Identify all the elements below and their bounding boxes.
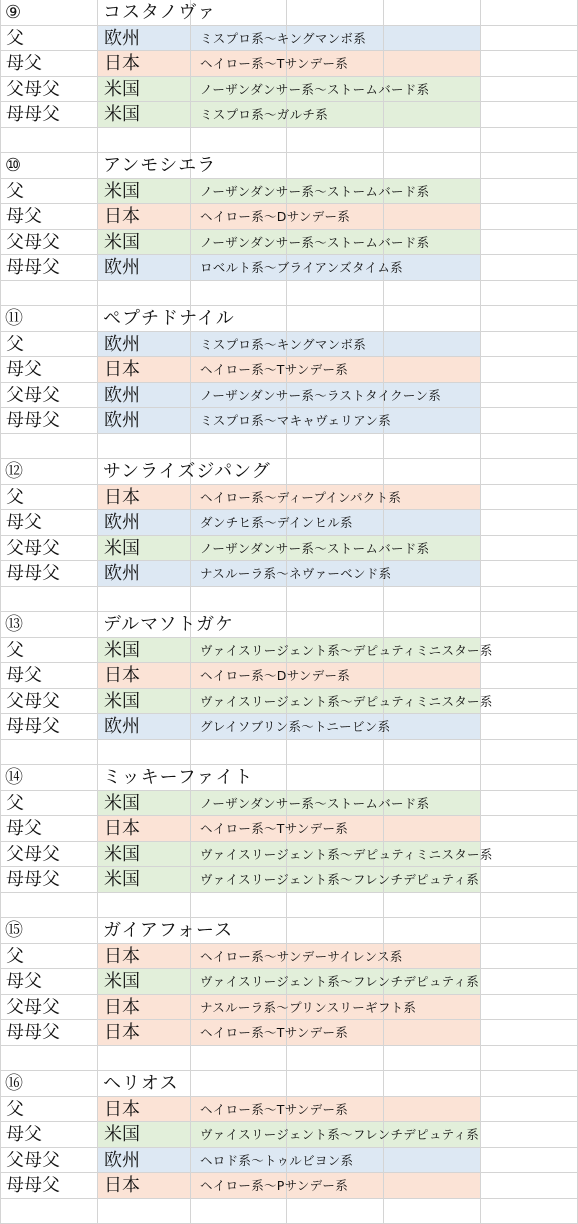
pedigree-row [0,689,578,715]
grid-cell[interactable] [287,765,384,791]
pedigree-row [0,536,578,562]
sire-lineage: ヘイロー系～Dサンデー系 [200,663,350,688]
pedigree-role: 母母父 [6,102,60,127]
grid-cell[interactable] [0,434,98,460]
sire-region: 日本 [104,485,140,510]
pedigree-row [0,408,578,434]
grid-cell[interactable] [384,434,481,460]
pedigree-row [0,638,578,664]
grid-cell[interactable] [287,918,384,944]
grid-cell[interactable] [98,434,191,460]
grid-cell[interactable] [481,816,578,842]
sire-region: 日本 [104,357,140,382]
horse-number: ⑫ [5,459,23,484]
sire-region: 日本 [104,995,140,1020]
grid-cell[interactable] [384,1046,481,1072]
horse-number: ⑨ [5,0,21,25]
pedigree-row [0,1148,578,1174]
grid-cell[interactable] [384,128,481,154]
sire-region: 日本 [104,51,140,76]
pedigree-row [0,102,578,128]
pedigree-role: 父 [6,791,24,816]
grid-cell[interactable] [384,153,481,179]
sire-lineage: ミスプロ系～キングマンボ系 [200,332,366,357]
horse-header-row [0,918,578,944]
grid-cell[interactable] [191,128,287,154]
pedigree-row [0,230,578,256]
horse-number: ⑭ [5,765,23,790]
grid-cell[interactable] [481,1020,578,1046]
grid-cell[interactable] [384,740,481,766]
sire-lineage: ヴァイスリージェント系～フレンチデピュティ系 [200,1122,479,1147]
grid-cell[interactable] [481,281,578,307]
blank-row [0,1199,578,1224]
grid-cell[interactable] [384,281,481,307]
grid-cell[interactable] [481,459,578,485]
grid-cell[interactable] [481,1071,578,1097]
pedigree-row [0,357,578,383]
horse-header-row [0,765,578,791]
grid-cell[interactable] [384,51,481,77]
grid-cell[interactable] [191,587,287,613]
grid-cell[interactable] [191,893,287,919]
grid-cell[interactable] [481,561,578,587]
sire-lineage: ロベルト系～ブライアンズタイム系 [200,255,403,280]
grid-cell[interactable] [384,893,481,919]
pedigree-row [0,510,578,536]
sire-lineage: ノーザンダンサー系～ストームバード系 [200,791,429,816]
grid-cell[interactable] [481,995,578,1021]
pedigree-role: 母父 [6,51,42,76]
sire-lineage: ミスプロ系～マキャヴェリアン系 [200,408,391,433]
pedigree-row [0,995,578,1021]
pedigree-row [0,842,578,868]
pedigree-role: 母母父 [6,714,60,739]
horse-name: ミッキーファイト [103,765,253,790]
grid-cell[interactable] [384,204,481,230]
grid-cell[interactable] [384,0,481,26]
grid-cell[interactable] [481,332,578,358]
sire-lineage: ノーザンダンサー系～ストームバード系 [200,230,429,255]
grid-cell[interactable] [384,663,481,689]
pedigree-row [0,714,578,740]
sire-lineage: ヘイロー系～Tサンデー系 [200,51,348,76]
grid-cell[interactable] [481,969,578,995]
sire-region: 欧州 [104,332,140,357]
sire-region: 欧州 [104,714,140,739]
sire-region: 米国 [104,230,140,255]
pedigree-row [0,663,578,689]
sire-lineage: ヴァイスリージェント系～デピュティミニスター系 [200,638,493,663]
sire-lineage: ナスルーラ系～プリンスリーギフト系 [200,995,416,1020]
horse-number: ⑪ [5,306,23,331]
pedigree-role: 母母父 [6,408,60,433]
sire-region: 米国 [104,842,140,867]
pedigree-row [0,944,578,970]
grid-cell[interactable] [191,1071,287,1097]
pedigree-row [0,969,578,995]
grid-cell[interactable] [384,332,481,358]
sire-lineage: ヘイロー系～Tサンデー系 [200,1097,348,1122]
sire-region: 米国 [104,867,140,892]
grid-cell[interactable] [0,1046,98,1072]
sire-lineage: ヘイロー系～Tサンデー系 [200,1020,348,1045]
sire-lineage: ヘイロー系～ディープインパクト系 [200,485,401,510]
pedigree-role: 母父 [6,969,42,994]
grid-cell[interactable] [481,230,578,256]
pedigree-row [0,383,578,409]
grid-cell[interactable] [384,1020,481,1046]
grid-cell[interactable] [384,357,481,383]
blank-row [0,281,578,307]
grid-cell[interactable] [481,408,578,434]
horse-name: サンライズジパング [103,459,271,484]
horse-number: ⑯ [5,1071,23,1096]
grid-cell[interactable] [481,918,578,944]
horse-name: ガイアフォース [103,918,233,943]
sire-region: 米国 [104,102,140,127]
horse-number: ⑮ [5,918,23,943]
pedigree-role: 母母父 [6,867,60,892]
horse-name: アンモシエラ [103,153,216,178]
grid-cell[interactable] [287,893,384,919]
horse-name: デルマソトガケ [103,612,234,637]
grid-cell[interactable] [287,1199,384,1224]
grid-cell[interactable] [384,26,481,52]
grid-cell[interactable] [481,128,578,154]
sire-region: 米国 [104,791,140,816]
blank-row [0,740,578,766]
grid-cell[interactable] [0,587,98,613]
pedigree-role: 父 [6,485,24,510]
pedigree-role: 父母父 [6,995,60,1020]
blank-row [0,587,578,613]
pedigree-row [0,332,578,358]
pedigree-role: 母父 [6,816,42,841]
grid-cell[interactable] [287,740,384,766]
grid-cell[interactable] [191,1046,287,1072]
grid-cell[interactable] [481,102,578,128]
grid-cell[interactable] [481,867,578,893]
grid-cell[interactable] [384,561,481,587]
grid-cell[interactable] [384,1173,481,1199]
pedigree-row [0,77,578,103]
blank-row [0,1046,578,1072]
grid-cell[interactable] [287,306,384,332]
horse-header-row [0,459,578,485]
grid-cell[interactable] [0,281,98,307]
grid-cell[interactable] [384,306,481,332]
sire-region: 米国 [104,179,140,204]
horse-name: コスタノヴァ [103,0,216,25]
sire-region: 米国 [104,638,140,663]
pedigree-row [0,179,578,205]
grid-cell[interactable] [481,587,578,613]
pedigree-row [0,816,578,842]
pedigree-row [0,51,578,77]
grid-cell[interactable] [384,612,481,638]
sire-region: 欧州 [104,561,140,586]
grid-cell[interactable] [0,1199,98,1224]
grid-cell[interactable] [191,281,287,307]
sire-region: 日本 [104,816,140,841]
grid-cell[interactable] [384,765,481,791]
sire-lineage: ミスプロ系～ガルチ系 [200,102,328,127]
pedigree-row [0,255,578,281]
sire-lineage: ナスルーラ系～ネヴァーベンド系 [200,561,391,586]
sire-lineage: ノーザンダンサー系～ストームバード系 [200,536,429,561]
horse-header-row [0,1071,578,1097]
grid-cell[interactable] [481,434,578,460]
sire-lineage: ヘイロー系～Pサンデー系 [200,1173,348,1198]
sire-lineage: ヘイロー系～Tサンデー系 [200,816,348,841]
grid-cell[interactable] [287,434,384,460]
sire-lineage: ヴァイスリージェント系～デピュティミニスター系 [200,842,493,867]
grid-cell[interactable] [287,1046,384,1072]
grid-cell[interactable] [191,740,287,766]
grid-cell[interactable] [481,153,578,179]
pedigree-role: 父 [6,332,24,357]
grid-cell[interactable] [481,26,578,52]
sire-lineage: ダンチヒ系～デインヒル系 [200,510,353,535]
grid-cell[interactable] [287,459,384,485]
grid-cell[interactable] [481,510,578,536]
sire-region: 欧州 [104,255,140,280]
grid-cell[interactable] [384,714,481,740]
grid-cell[interactable] [481,1173,578,1199]
sire-lineage: ヴァイスリージェント系～デピュティミニスター系 [200,689,493,714]
grid-cell[interactable] [481,204,578,230]
pedigree-role: 父母父 [6,689,60,714]
sire-region: 欧州 [104,26,140,51]
pedigree-role: 父 [6,26,24,51]
pedigree-role: 母父 [6,1122,42,1147]
sire-region: 米国 [104,689,140,714]
pedigree-row [0,204,578,230]
pedigree-role: 母父 [6,663,42,688]
grid-cell[interactable] [481,306,578,332]
sire-region: 欧州 [104,1148,140,1173]
grid-cell[interactable] [481,485,578,511]
pedigree-row [0,561,578,587]
grid-cell[interactable] [287,153,384,179]
pedigree-role: 母父 [6,357,42,382]
grid-cell[interactable] [481,663,578,689]
grid-cell[interactable] [98,587,191,613]
pedigree-row [0,1173,578,1199]
sire-lineage: ミスプロ系～キングマンボ系 [200,26,366,51]
sire-region: 日本 [104,663,140,688]
grid-cell[interactable] [384,816,481,842]
sire-region: 米国 [104,1122,140,1147]
grid-cell[interactable] [384,1148,481,1174]
sire-region: 欧州 [104,408,140,433]
grid-cell[interactable] [98,1046,191,1072]
blank-row [0,128,578,154]
sire-lineage: ヘイロー系～Dサンデー系 [200,204,350,229]
pedigree-row [0,1020,578,1046]
grid-cell[interactable] [98,893,191,919]
sire-region: 米国 [104,77,140,102]
grid-cell[interactable] [287,587,384,613]
sire-lineage: ヘイロー系～サンデーサイレンス系 [200,944,403,969]
grid-cell[interactable] [481,612,578,638]
pedigree-role: 父母父 [6,383,60,408]
grid-cell[interactable] [287,1071,384,1097]
grid-cell[interactable] [0,893,98,919]
pedigree-role: 父母父 [6,77,60,102]
sire-region: 欧州 [104,383,140,408]
pedigree-role: 父 [6,1097,24,1122]
grid-cell[interactable] [0,128,98,154]
pedigree-row [0,1097,578,1123]
sire-lineage: ノーザンダンサー系～ストームバード系 [200,179,429,204]
grid-cell[interactable] [384,1097,481,1123]
sire-lineage: ヘロド系～トゥルビヨン系 [200,1148,353,1173]
sire-lineage: ノーザンダンサー系～ラストタイクーン系 [200,383,441,408]
pedigree-role: 母母父 [6,255,60,280]
grid-cell[interactable] [481,689,578,715]
grid-cell[interactable] [384,1199,481,1224]
grid-cell[interactable] [384,459,481,485]
grid-cell[interactable] [481,765,578,791]
grid-cell[interactable] [287,0,384,26]
sire-region: 米国 [104,536,140,561]
pedigree-role: 母父 [6,204,42,229]
sire-lineage: ヴァイスリージェント系～フレンチデピュティ系 [200,867,479,892]
pedigree-row [0,1122,578,1148]
pedigree-row [0,26,578,52]
grid-cell[interactable] [481,638,578,664]
grid-cell[interactable] [481,51,578,77]
horse-header-row [0,306,578,332]
grid-cell[interactable] [191,434,287,460]
grid-cell[interactable] [287,128,384,154]
grid-cell[interactable] [98,281,191,307]
grid-cell[interactable] [481,255,578,281]
grid-cell[interactable] [481,179,578,205]
horse-number: ⑬ [5,612,23,637]
grid-cell[interactable] [287,281,384,307]
horse-number: ⑩ [5,153,21,178]
grid-cell[interactable] [481,1148,578,1174]
pedigree-row [0,485,578,511]
grid-cell[interactable] [481,357,578,383]
horse-header-row [0,0,578,26]
grid-cell[interactable] [384,408,481,434]
sire-lineage: ヴァイスリージェント系～フレンチデピュティ系 [200,969,479,994]
grid-cell[interactable] [98,128,191,154]
pedigree-role: 母母父 [6,561,60,586]
grid-cell[interactable] [98,740,191,766]
grid-cell[interactable] [481,383,578,409]
pedigree-row [0,867,578,893]
grid-cell[interactable] [481,740,578,766]
pedigree-role: 父 [6,944,24,969]
sire-region: 欧州 [104,510,140,535]
pedigree-role: 父母父 [6,842,60,867]
grid-cell[interactable] [481,791,578,817]
sire-region: 日本 [104,1020,140,1045]
sire-region: 日本 [104,204,140,229]
blank-row [0,434,578,460]
grid-cell[interactable] [191,1199,287,1224]
sire-region: 日本 [104,1173,140,1198]
sire-lineage: グレイソブリン系～トニービン系 [200,714,390,739]
grid-cell[interactable] [287,612,384,638]
horse-header-row [0,153,578,179]
pedigree-role: 母母父 [6,1173,60,1198]
pedigree-role: 母父 [6,510,42,535]
grid-cell[interactable] [98,1199,191,1224]
sire-region: 米国 [104,969,140,994]
sire-lineage: ヘイロー系～Tサンデー系 [200,357,348,382]
pedigree-role: 父母父 [6,1148,60,1173]
grid-cell[interactable] [481,536,578,562]
pedigree-role: 母母父 [6,1020,60,1045]
sire-region: 日本 [104,1097,140,1122]
grid-cell[interactable] [481,0,578,26]
grid-cell[interactable] [481,944,578,970]
blank-row [0,893,578,919]
sire-region: 日本 [104,944,140,969]
grid-cell[interactable] [384,918,481,944]
sire-lineage: ノーザンダンサー系～ストームバード系 [200,77,429,102]
grid-cell[interactable] [384,1071,481,1097]
pedigree-role: 父母父 [6,230,60,255]
grid-cell[interactable] [0,740,98,766]
horse-name: ペプチドナイル [103,306,235,331]
pedigree-role: 父 [6,179,24,204]
grid-cell[interactable] [481,714,578,740]
grid-cell[interactable] [481,893,578,919]
horse-name: ヘリオス [103,1071,179,1096]
pedigree-role: 父 [6,638,24,663]
pedigree-row [0,791,578,817]
horse-header-row [0,612,578,638]
grid-cell[interactable] [481,1122,578,1148]
grid-cell[interactable] [384,587,481,613]
pedigree-role: 父母父 [6,536,60,561]
grid-cell[interactable] [481,1097,578,1123]
grid-cell[interactable] [481,1046,578,1072]
grid-cell[interactable] [481,77,578,103]
grid-cell[interactable] [384,102,481,128]
grid-cell[interactable] [384,510,481,536]
grid-cell[interactable] [481,842,578,868]
grid-cell[interactable] [481,1199,578,1224]
